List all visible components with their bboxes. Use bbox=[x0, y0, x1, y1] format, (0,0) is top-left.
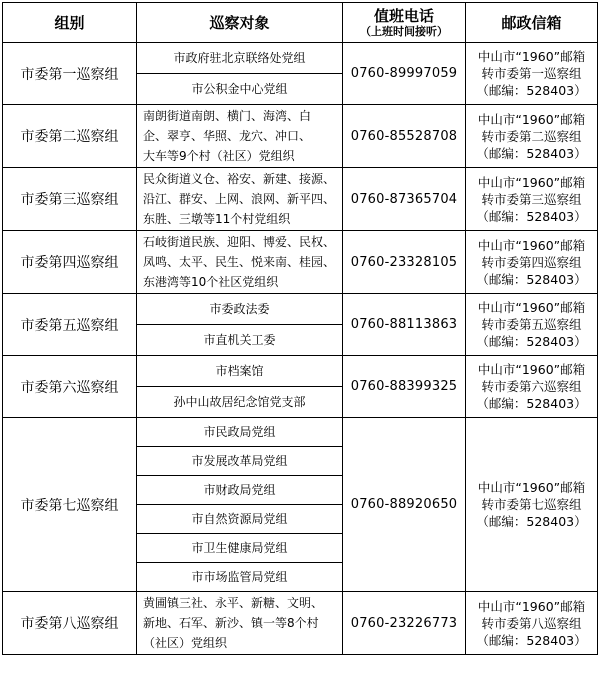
inspection-schedule-table bbox=[2, 2, 598, 655]
header-phone bbox=[343, 3, 466, 43]
group-name: 市委第六巡察组 bbox=[3, 356, 137, 418]
group-name: 市委第一巡察组 bbox=[3, 43, 137, 105]
table-row bbox=[3, 231, 598, 294]
target-cell: 市委政法委 bbox=[137, 294, 343, 325]
target-cell: 市发展改革局党组 bbox=[137, 447, 343, 476]
mailbox-address: 中山市“1960”邮箱 转市委第三巡察组 （邮编：528403） bbox=[466, 168, 598, 231]
mailbox-address: 中山市“1960”邮箱 转市委第二巡察组 （邮编：528403） bbox=[466, 105, 598, 168]
target-cell: 市市场监管局党组 bbox=[137, 563, 343, 592]
mailbox-address: 中山市“1960”邮箱 转市委第五巡察组 （邮编：528403） bbox=[466, 294, 598, 356]
table-row bbox=[3, 418, 598, 447]
phone-number: 0760-85528708 bbox=[343, 105, 466, 168]
target-cell: 市自然资源局党组 bbox=[137, 505, 343, 534]
group-name: 市委第七巡察组 bbox=[3, 418, 137, 592]
target-cell: 孙中山故居纪念馆党支部 bbox=[137, 387, 343, 418]
group-name: 市委第五巡察组 bbox=[3, 294, 137, 356]
mailbox-address: 中山市“1960”邮箱 转市委第六巡察组 （邮编：528403） bbox=[466, 356, 598, 418]
group-name: 市委第四巡察组 bbox=[3, 231, 137, 294]
table-row bbox=[3, 294, 598, 325]
target-cell: 市民政局党组 bbox=[137, 418, 343, 447]
phone-number: 0760-89997059 bbox=[343, 43, 466, 105]
phone-number: 0760-23328105 bbox=[343, 231, 466, 294]
header-target: 巡察对象 bbox=[137, 3, 343, 43]
phone-number: 0760-23226773 bbox=[343, 592, 466, 655]
target-cell: 南朗街道南朗、横门、海湾、白 企、翠亨、华照、龙穴、冲口、 大车等9个村（社区）党组织 bbox=[137, 105, 343, 168]
target-cell: 市公积金中心党组 bbox=[137, 74, 343, 105]
header-phone-note: （上班时间接听） bbox=[360, 24, 448, 38]
table-row bbox=[3, 356, 598, 387]
table-row bbox=[3, 168, 598, 231]
target-cell: 黄圃镇三社、永平、新糖、文明、 新地、石军、新沙、镇一等8个村 （社区）党组织 bbox=[137, 592, 343, 655]
phone-number: 0760-88920650 bbox=[343, 418, 466, 592]
group-name: 市委第八巡察组 bbox=[3, 592, 137, 655]
table-row bbox=[3, 43, 598, 74]
mailbox-address: 中山市“1960”邮箱 转市委第七巡察组 （邮编：528403） bbox=[466, 418, 598, 592]
header-mail: 邮政信箱 bbox=[466, 3, 598, 43]
header-phone-label: 值班电话 bbox=[373, 6, 434, 25]
phone-number: 0760-88399325 bbox=[343, 356, 466, 418]
target-cell: 民众街道义仓、裕安、新建、接源、 沿江、群安、上网、浪网、新平四、 东胜、三墩等11个村党组织 bbox=[137, 168, 343, 231]
header-group: 组别 bbox=[3, 3, 137, 43]
target-cell: 市档案馆 bbox=[137, 356, 343, 387]
phone-number: 0760-88113863 bbox=[343, 294, 466, 356]
table-row bbox=[3, 592, 598, 655]
target-cell: 市政府驻北京联络处党组 bbox=[137, 43, 343, 74]
mailbox-address: 中山市“1960”邮箱 转市委第八巡察组 （邮编：528403） bbox=[466, 592, 598, 655]
target-cell: 石岐街道民族、迎阳、博爱、民权、 凤鸣、太平、民生、悦来南、桂园、 东港湾等10个社区党组织 bbox=[137, 231, 343, 294]
table-row bbox=[3, 105, 598, 168]
mailbox-address: 中山市“1960”邮箱 转市委第一巡察组 （邮编：528403） bbox=[466, 43, 598, 105]
target-cell: 市卫生健康局党组 bbox=[137, 534, 343, 563]
group-name: 市委第三巡察组 bbox=[3, 168, 137, 231]
target-cell: 市财政局党组 bbox=[137, 476, 343, 505]
header-row bbox=[3, 3, 598, 43]
target-cell: 市直机关工委 bbox=[137, 325, 343, 356]
group-name: 市委第二巡察组 bbox=[3, 105, 137, 168]
mailbox-address: 中山市“1960”邮箱 转市委第四巡察组 （邮编：528403） bbox=[466, 231, 598, 294]
phone-number: 0760-87365704 bbox=[343, 168, 466, 231]
